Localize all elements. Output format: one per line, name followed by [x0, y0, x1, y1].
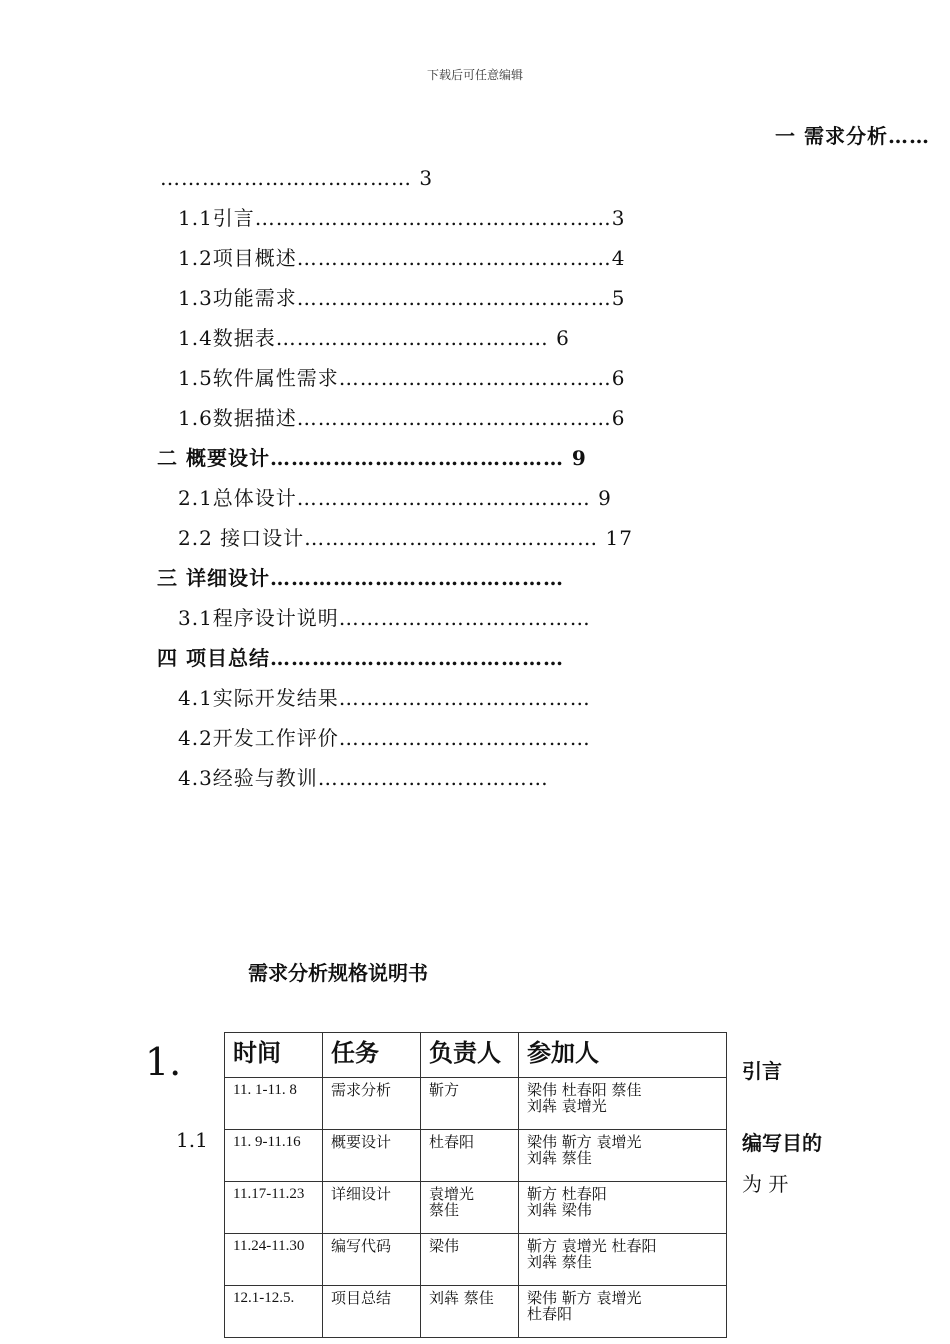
member-line: 梁伟 靳方 袁增光: [527, 1289, 642, 1307]
toc-item-1-3[interactable]: 1.3功能需求………………………………………5: [178, 286, 626, 310]
header-time: 时间: [225, 1033, 323, 1078]
cell-task: 需求分析: [323, 1078, 421, 1130]
cell-members: [519, 1234, 727, 1286]
toc-item-4-3[interactable]: 4.3经验与教训……………………………: [178, 766, 549, 790]
cell-time: 11.24-11.30: [225, 1234, 323, 1286]
member-line: 刘犇 袁增光: [527, 1097, 607, 1115]
cell-time: 11. 1-11. 8: [225, 1078, 323, 1130]
header-members: 参加人: [519, 1033, 727, 1078]
toc-item-1-1[interactable]: 1.1引言……………………………………………3: [178, 206, 626, 230]
cell-time: 11. 9-11.16: [225, 1130, 323, 1182]
table-row: [225, 1078, 727, 1130]
cell-task: 概要设计: [323, 1130, 421, 1182]
cell-time: 11.17-11.23: [225, 1182, 323, 1234]
cell-task: 编写代码: [323, 1234, 421, 1286]
toc-item-1-5[interactable]: 1.5软件属性需求…………………………………6: [178, 366, 626, 390]
toc-item-2-2[interactable]: 2.2 接口设计…………………………………… 17: [178, 526, 633, 550]
table-header-row: [225, 1033, 727, 1078]
toc-item-1-4[interactable]: 1.4数据表………………………………… 6: [178, 326, 570, 350]
cell-task: 详细设计: [323, 1182, 421, 1234]
cell-members: [519, 1078, 727, 1130]
header-task: 任务: [323, 1033, 421, 1078]
toc-section-4[interactable]: 四 项目总结……………………………………: [157, 646, 564, 670]
schedule-table: [224, 1032, 727, 1338]
member-line: 靳方 袁增光 杜春阳: [527, 1237, 657, 1255]
section-number-1-1: 1.1: [176, 1128, 208, 1152]
cell-time: 12.1-12.5.: [225, 1286, 323, 1338]
table-row: [225, 1286, 727, 1338]
cell-lead: 刘犇 蔡佳: [421, 1286, 519, 1338]
toc-item-1-6[interactable]: 1.6数据描述………………………………………6: [178, 406, 626, 430]
header-lead: 负责人: [421, 1033, 519, 1078]
member-line: 刘犇 蔡佳: [527, 1149, 592, 1167]
toc-item-4-2[interactable]: 4.2开发工作评价………………………………: [178, 726, 591, 750]
section-heading-intro: 引言: [742, 1059, 782, 1083]
cell-lead: 杜春阳: [421, 1130, 519, 1182]
toc-item-4-1[interactable]: 4.1实际开发结果………………………………: [178, 686, 591, 710]
document-title: 需求分析规格说明书: [248, 961, 428, 985]
table-row: [225, 1130, 727, 1182]
cell-members: [519, 1286, 727, 1338]
toc-section-3[interactable]: 三 详细设计……………………………………: [157, 566, 564, 590]
table-row: [225, 1234, 727, 1286]
cell-members: [519, 1130, 727, 1182]
toc-section-2[interactable]: 二 概要设计…………………………………… 9: [157, 446, 587, 470]
toc-item-2-1[interactable]: 2.1总体设计…………………………………… 9: [178, 486, 612, 510]
member-line: 靳方 杜春阳: [527, 1185, 607, 1203]
cell-members: [519, 1182, 727, 1234]
member-line: 梁伟 靳方 袁增光: [527, 1133, 642, 1151]
page-header: 下载后可任意编辑: [426, 68, 523, 82]
toc-item-3-1[interactable]: 3.1程序设计说明………………………………: [178, 606, 591, 630]
member-line: 梁伟 杜春阳 蔡佳: [527, 1081, 642, 1099]
section-number-1: 1.: [145, 1040, 182, 1084]
toc-item-1-2[interactable]: 1.2项目概述………………………………………4: [178, 246, 626, 270]
member-line: 刘犇 蔡佳: [527, 1253, 592, 1271]
section-heading-purpose: 编写目的: [742, 1131, 822, 1155]
cell-lead: 梁伟: [421, 1234, 519, 1286]
member-line: 刘犇 梁伟: [527, 1201, 592, 1219]
toc-section-1-title[interactable]: 一 需求分析……: [775, 124, 930, 148]
paragraph-start: 为 开: [742, 1172, 789, 1196]
cell-lead: 袁增光 蔡佳: [421, 1182, 519, 1234]
member-line: 杜春阳: [527, 1305, 573, 1323]
cell-lead: 靳方: [421, 1078, 519, 1130]
toc-section-1-continuation: ……………………………… 3: [160, 166, 434, 190]
cell-task: 项目总结: [323, 1286, 421, 1338]
table-row: [225, 1182, 727, 1234]
